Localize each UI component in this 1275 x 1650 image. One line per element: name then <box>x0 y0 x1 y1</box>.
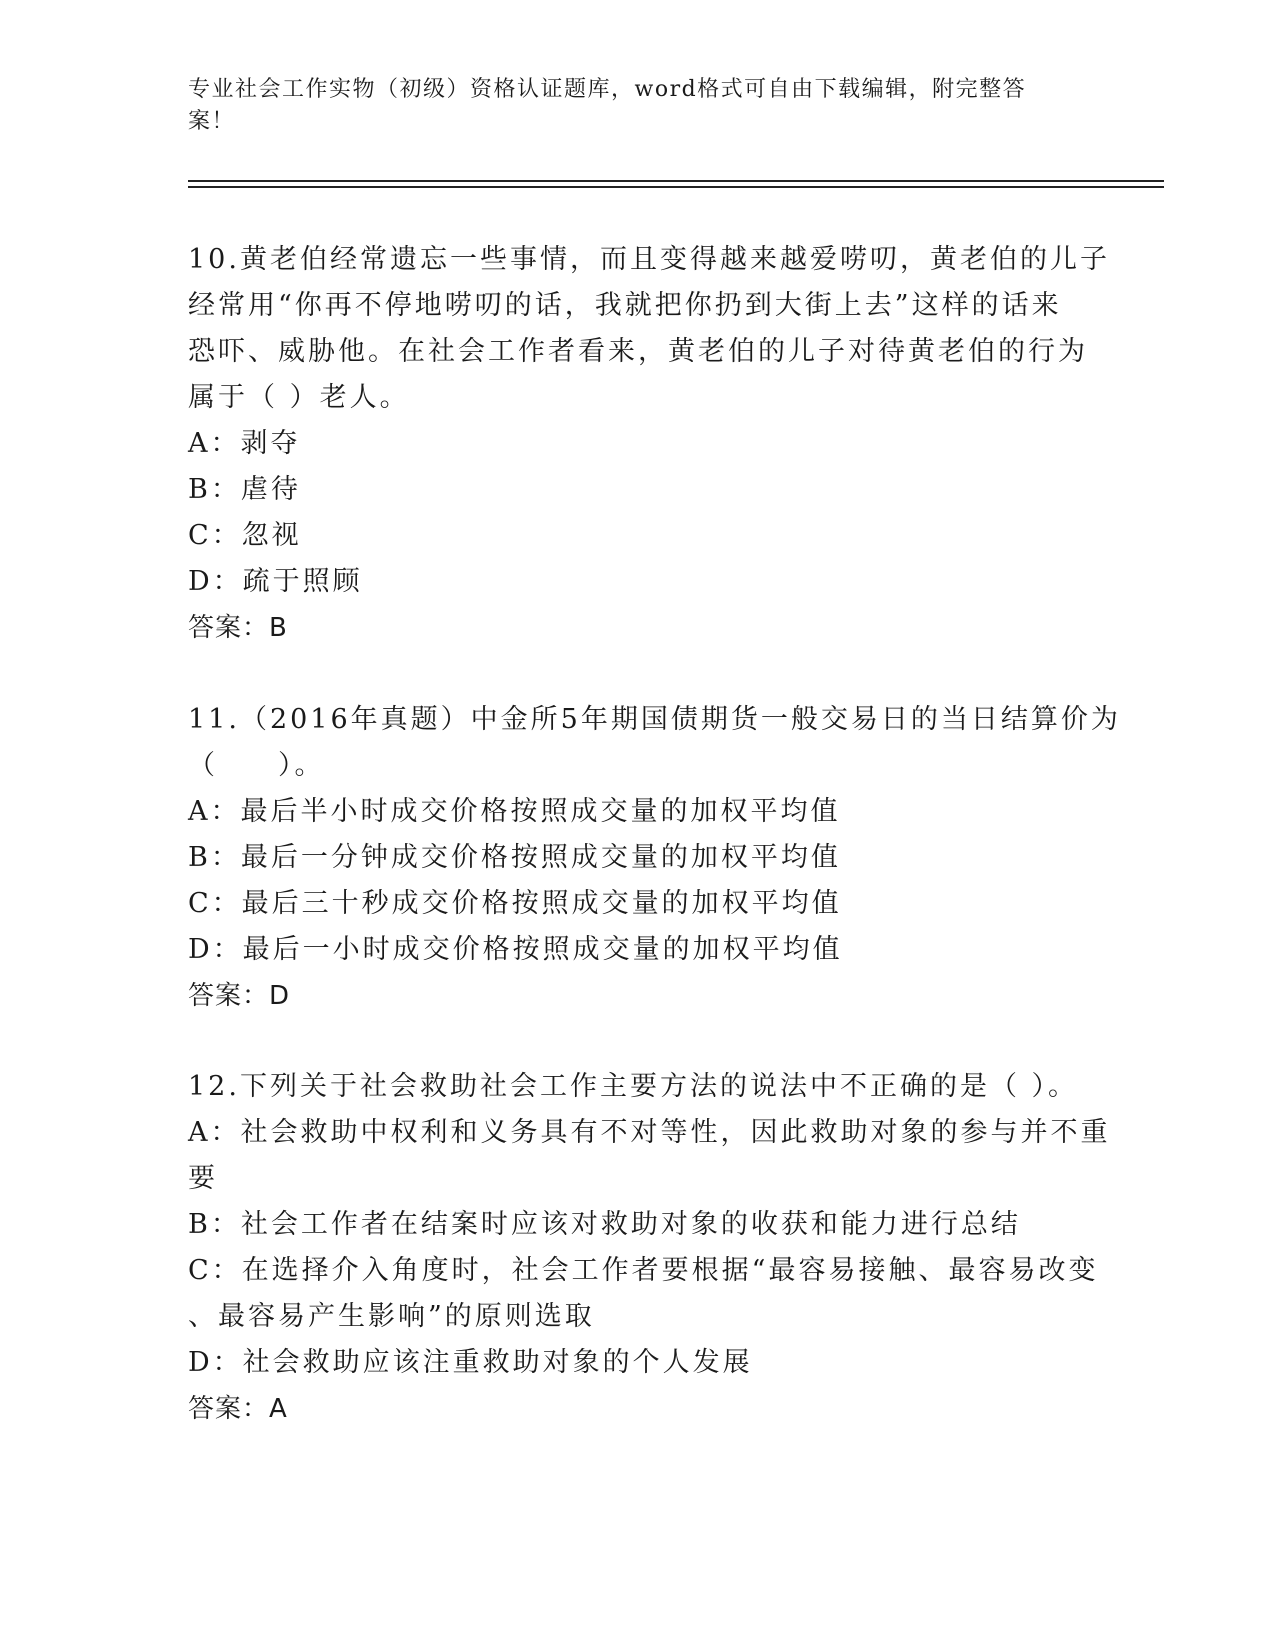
option-c: C：在选择介入角度时，社会工作者要根据“最容易接触、最容易改变 <box>188 1255 1099 1286</box>
header-divider-top <box>188 180 1164 182</box>
option-c-continued: 、最容易产生影响”的原则选取 <box>188 1301 595 1332</box>
option-a: A：最后半小时成交价格按照成交量的加权平均值 <box>188 796 841 827</box>
question-text-line: 10.黄老伯经常遗忘一些事情，而且变得越来越爱唠叨，黄老伯的儿子 <box>188 244 1110 275</box>
question-text-line: 11.（2016年真题）中金所5年期国债期货一般交易日的当日结算价为 <box>188 704 1121 735</box>
option-b: B：最后一分钟成交价格按照成交量的加权平均值 <box>188 842 841 873</box>
question-text-line: 12.下列关于社会救助社会工作主要方法的说法中不正确的是（ ）。 <box>188 1071 1079 1102</box>
header-divider-bottom <box>188 186 1164 188</box>
answer: 答案：D <box>188 981 291 1011</box>
option-d: D：最后一小时成交价格按照成交量的加权平均值 <box>188 934 843 965</box>
question-12 <box>188 1064 1111 1432</box>
option-a: A：社会救助中权利和义务具有不对等性，因此救助对象的参与并不重 <box>188 1117 1111 1148</box>
option-b: B：虐待 <box>188 474 301 505</box>
option-a-continued: 要 <box>188 1163 218 1194</box>
question-11 <box>188 697 1121 1019</box>
question-10 <box>188 237 1110 651</box>
option-c: C：最后三十秒成交价格按照成交量的加权平均值 <box>188 888 842 919</box>
question-text-line: （ ）。 <box>188 750 325 781</box>
question-text-line: 恐吓、威胁他。在社会工作者看来，黄老伯的儿子对待黄老伯的行为 <box>188 336 1088 367</box>
question-text-line: 经常用“你再不停地唠叨的话，我就把你扔到大街上去”这样的话来 <box>188 290 1062 321</box>
header-line-1: 专业社会工作实物（初级）资格认证题库，word格式可自由下载编辑，附完整答 <box>188 77 1027 102</box>
option-d: D：社会救助应该注重救助对象的个人发展 <box>188 1347 753 1378</box>
option-b: B：社会工作者在结案时应该对救助对象的收获和能力进行总结 <box>188 1209 1021 1240</box>
option-d: D：疏于照顾 <box>188 566 363 597</box>
question-text-line: 属于（ ）老人。 <box>188 382 410 413</box>
header-line-2: 案！ <box>188 109 236 134</box>
option-a: A：剥夺 <box>188 428 301 459</box>
answer: 答案：B <box>188 613 288 643</box>
page-header <box>188 74 1088 138</box>
answer: 答案：A <box>188 1394 288 1424</box>
option-c: C：忽视 <box>188 520 302 551</box>
